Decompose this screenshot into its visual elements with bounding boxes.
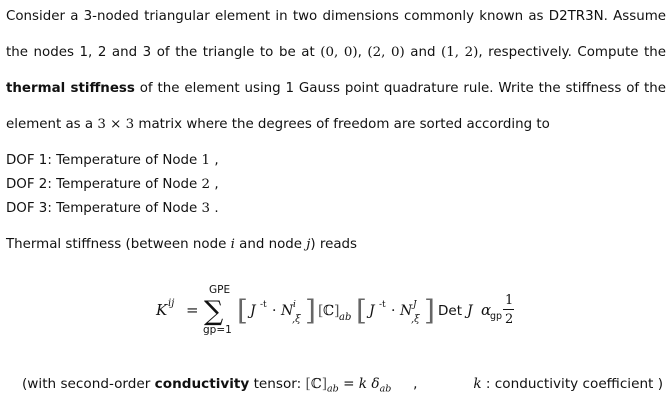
shape-function-index: i	[293, 300, 296, 310]
index-i: i	[230, 237, 235, 252]
separator: and	[404, 45, 442, 60]
note-k-symbol: k	[358, 376, 368, 392]
note-tensor-subscript: ab	[327, 383, 339, 395]
summation-symbol: ∑	[204, 296, 224, 327]
node-2-position: (2, 0)	[367, 45, 405, 60]
problem-line-4	[6, 117, 550, 132]
conductivity-note	[22, 376, 663, 395]
problem-line-2-end: , respectively. Compute the	[478, 45, 666, 60]
note-bold-term: conductivity	[154, 376, 250, 392]
note-delta-subscript: ab	[379, 383, 392, 395]
dof-item	[6, 177, 219, 192]
shape-function-index: J	[413, 300, 417, 310]
fraction-numerator: 1	[505, 293, 514, 308]
dof-label: DOF 3: Temperature of Node	[6, 201, 202, 216]
bracket-left: [	[318, 303, 324, 319]
problem-line-4-end: matrix where the degrees of freedom are sorted according to	[134, 117, 550, 132]
note-text: tensor:	[249, 376, 306, 392]
thermal-stiffness-term: thermal stiffness	[6, 81, 135, 96]
shape-function-symbol: N	[400, 303, 413, 319]
note-bracket: [	[305, 376, 311, 392]
dof-punct: ,	[210, 177, 219, 192]
matrix-size: 3 × 3	[97, 117, 135, 132]
dof-node-number: 2	[201, 177, 211, 192]
fraction-denominator: 2	[505, 312, 514, 327]
dof-label: DOF 1: Temperature of Node	[6, 153, 202, 168]
stiffness-formula-graphic	[0, 280, 669, 350]
derivative-subscript: ,ξ	[411, 314, 420, 325]
bracket-right: ]	[424, 294, 435, 327]
shape-function-symbol: N	[281, 303, 294, 319]
bracket-right: ]	[334, 303, 340, 319]
bracket-right: ]	[305, 294, 316, 327]
note-bracket: ]	[321, 376, 327, 392]
sum-lower-limit: gp=1	[203, 324, 232, 336]
node-1-position: (0, 0)	[320, 45, 358, 60]
dof-label: DOF 2: Temperature of Node	[6, 177, 202, 192]
problem-line-4-start: element as a	[6, 117, 98, 132]
sum-upper-limit: GPE	[209, 284, 231, 296]
dof-punct: ,	[210, 153, 219, 168]
dof-punct: .	[210, 201, 219, 216]
note-text: : conductivity coefficient )	[481, 376, 664, 392]
problem-line-1	[6, 9, 666, 24]
conductivity-tensor-symbol: ℂ	[323, 303, 335, 319]
bracket-left: [	[237, 294, 248, 327]
note-text: (with second-order	[22, 376, 155, 392]
note-k-symbol: k	[473, 376, 482, 392]
note-tensor-symbol: ℂ	[310, 376, 322, 392]
index-j: j	[306, 237, 311, 252]
problem-line-2	[6, 45, 666, 60]
derivative-subscript: ,ξ	[292, 314, 301, 325]
lhs-superscript: ij	[168, 298, 175, 309]
stiffness-formula	[0, 280, 669, 350]
determinant-jacobian: J	[467, 303, 473, 319]
weight-symbol: α	[481, 301, 492, 319]
problem-line-3	[6, 81, 666, 96]
lhs-symbol: K	[156, 301, 168, 319]
dof-node-number: 3	[201, 201, 211, 216]
node-3-position: (1, 2)	[441, 45, 479, 60]
determinant-label: Det	[438, 303, 462, 319]
note-equals: =	[338, 376, 359, 392]
jacobian-symbol: J	[250, 303, 256, 319]
dof-item	[6, 201, 219, 216]
problem-line-3-text: of the element using 1 Gauss point quadrature rule. Write the stiffness of the	[134, 81, 666, 96]
problem-line-2-start: the nodes 1, 2 and 3 of the triangle to be at	[6, 45, 321, 60]
stiffness-intro	[6, 237, 357, 252]
dof-node-number: 1	[201, 153, 211, 168]
jacobian-superscript: -t	[379, 300, 386, 310]
tensor-subscript: ab	[339, 312, 352, 323]
dof-item	[6, 153, 219, 168]
equals-sign: =	[186, 301, 199, 319]
separator: ,	[357, 45, 368, 60]
jacobian-symbol: J	[369, 303, 375, 319]
intro-text: and node	[234, 237, 307, 252]
dot-operator: ·	[391, 303, 396, 319]
intro-text: ) reads	[310, 237, 358, 252]
dot-operator: ·	[272, 303, 277, 319]
fraction-bar	[503, 309, 514, 310]
weight-subscript: gp	[490, 311, 503, 322]
note-delta-symbol: δ	[367, 376, 380, 392]
jacobian-superscript: -t	[260, 300, 267, 310]
bracket-left: [	[356, 294, 367, 327]
intro-text: Thermal stiffness (between node	[6, 237, 231, 252]
problem-line-1-text: Consider a 3-noded triangular element in two dimensions commonly known as D2TR3N. Assume	[6, 9, 666, 24]
note-separator: ,	[413, 376, 418, 392]
